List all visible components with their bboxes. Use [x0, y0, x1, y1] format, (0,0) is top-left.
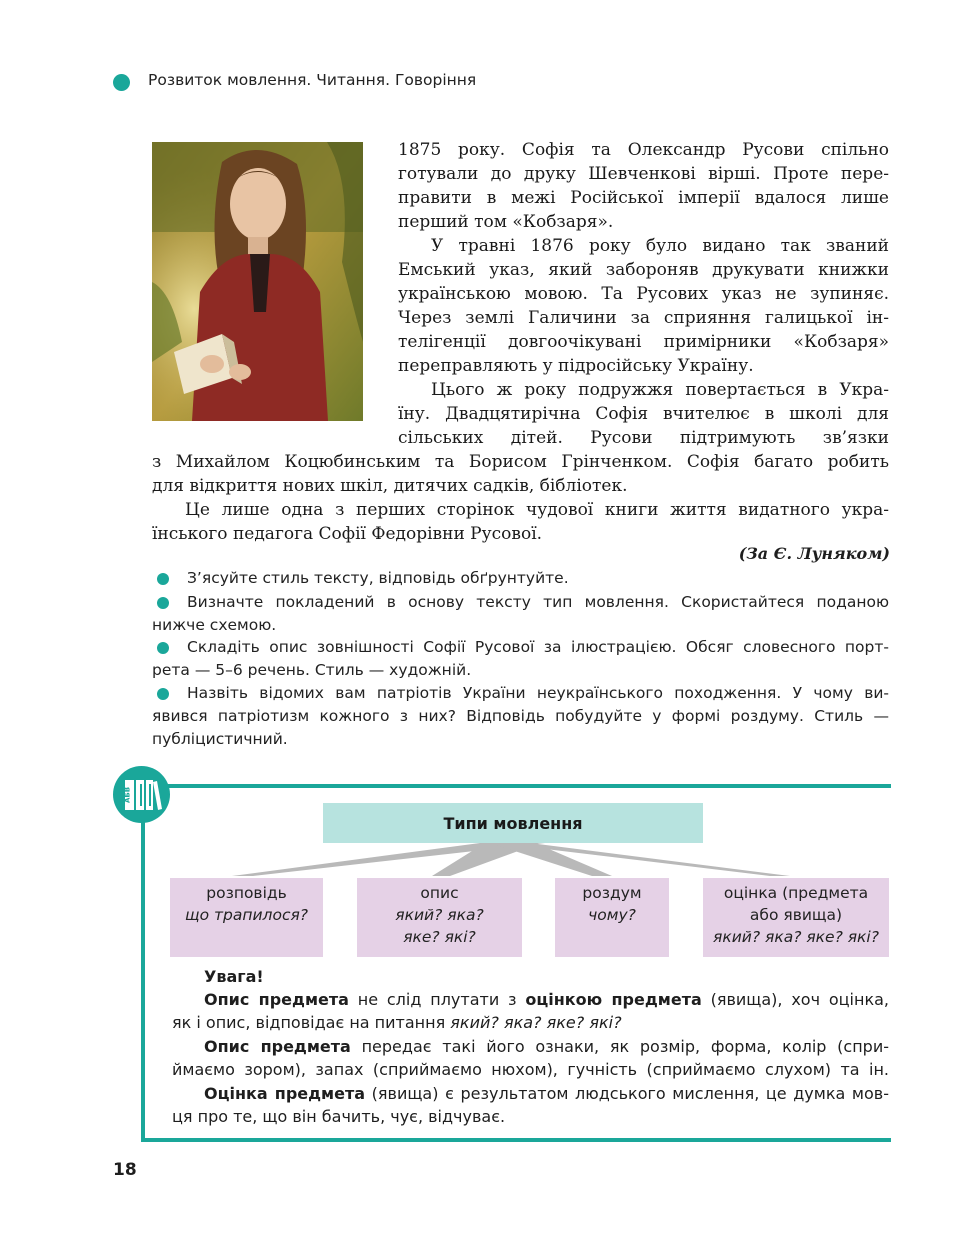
term-description: Опис предмета: [204, 990, 349, 1009]
question-item-continued: рета — 5–6 речень. Стиль — художній.: [152, 661, 472, 679]
text-line: сільських дітей. Русови підтримують зв’язки: [398, 428, 889, 448]
note-paragraph-2: Опис предмета передає такі його ознаки, як розмір, форма, колір (спри-: [204, 1037, 890, 1056]
type-name: розповідь: [206, 884, 287, 902]
type-name: роздум: [582, 884, 642, 902]
speech-type-reasoning: [555, 878, 669, 957]
text-line: перший том «Кобзаря».: [398, 212, 614, 232]
text-line: Цього ж року подружжя повертається в Укра-: [431, 380, 889, 400]
text-line: з Михайлом Коцюбинським та Борисом Грінченком. Софія багато робить: [152, 452, 889, 472]
text-line: для відкриття нових шкіл, дитячих садків, бібліотек.: [152, 476, 628, 496]
type-question: який? яка?: [395, 906, 484, 924]
type-question: чому?: [588, 906, 636, 924]
note-paragraph-1-cont: як і опис, відповідає на питання який? яка? яке? які?: [172, 1013, 622, 1032]
type-name: або явища): [749, 906, 843, 924]
question-item: З’ясуйте стиль тексту, відповідь обґрунтуйте.: [187, 569, 569, 587]
question-item: Назвіть відомих вам патріотів України неукраїнського походження. У чому ви-: [187, 684, 889, 702]
text-line: їну. Двадцятирічна Софія вчителює в школі для: [398, 404, 889, 424]
text-line: телігенції довгоочікувані примірники «Кобзаря»: [398, 332, 889, 352]
text-line: У травні 1876 року було видано так званий: [431, 236, 889, 256]
term-evaluation: Оцінка предмета: [204, 1084, 366, 1103]
text-line: переправляють у підросійську Україну.: [398, 356, 754, 376]
page-number: 18: [113, 1160, 137, 1180]
infobox-bottom-border: [141, 1138, 891, 1142]
section-header: Розвиток мовлення. Читання. Говоріння: [148, 71, 477, 89]
note-paragraph-3-cont: ця про те, що він бачить, чує, відчуває.: [172, 1107, 506, 1126]
text-line: 1875 року. Софія та Олександр Русови спільно: [398, 140, 889, 160]
text-line: правити в межі Російської імперії вдалося лише: [398, 188, 889, 208]
type-question: який? яка? яке? які?: [713, 928, 879, 946]
speech-type-narration: [170, 878, 323, 957]
question-item-continued: нижче схемою.: [152, 616, 277, 634]
speech-type-description: [357, 878, 522, 957]
question-item: Визначте покладений в основу тексту тип мовлення. Скористайтеся поданою: [187, 593, 889, 611]
type-question: що трапилося?: [184, 906, 309, 924]
note-heading: Увага!: [204, 967, 264, 986]
speech-type-evaluation: [703, 878, 889, 957]
note-paragraph-3: Оцінка предмета (явища) є результатом людського мислення, це думка мов-: [204, 1084, 889, 1103]
text-line: українською мовою. Та Русових указ не зупиняє.: [398, 284, 889, 304]
question-item-continued: явився патріотизм кожного з них? Відповідь побудуйте у формі роздуму. Стиль —: [152, 707, 889, 725]
term-evaluation: оцінкою предмета: [525, 990, 702, 1009]
question-item-continued: публіцистичний.: [152, 730, 288, 748]
badge-letters: АБВ: [123, 786, 132, 804]
type-name: опис: [420, 884, 459, 902]
type-question: яке? які?: [403, 928, 476, 946]
note-paragraph-2-cont: ймаємо зором), запах (сприймаємо нюхом), гучність (сприймаємо слухом) та ін.: [172, 1060, 889, 1079]
connector-to-evaluation: [495, 843, 790, 876]
diagram-title: Типи мовлення: [323, 803, 703, 843]
text-line: Через землі Галичини за сприяння галицької ін-: [398, 308, 889, 328]
note-paragraph-1: Опис предмета не слід плутати з оцінкою предмета (явища), хоч оцінка,: [204, 990, 889, 1009]
question-item: Складіть опис зовнішності Софії Русової за ілюстрацією. Обсяг словесного порт-: [187, 638, 889, 656]
source-attribution: (За Є. Луняком): [738, 544, 890, 563]
text-line: Це лише одна з перших сторінок чудової книги життя видатного укра-: [185, 500, 889, 520]
text-line: Емський указ, який забороняв друкувати книжки: [398, 260, 889, 280]
text-line: готували до друку Шевченкові вірші. Проте пере-: [398, 164, 889, 184]
type-name: оцінка (предмета: [723, 884, 869, 902]
text-line: їнського педагога Софії Федорівни Русової.: [152, 524, 543, 544]
term-description: Опис предмета: [204, 1037, 351, 1056]
